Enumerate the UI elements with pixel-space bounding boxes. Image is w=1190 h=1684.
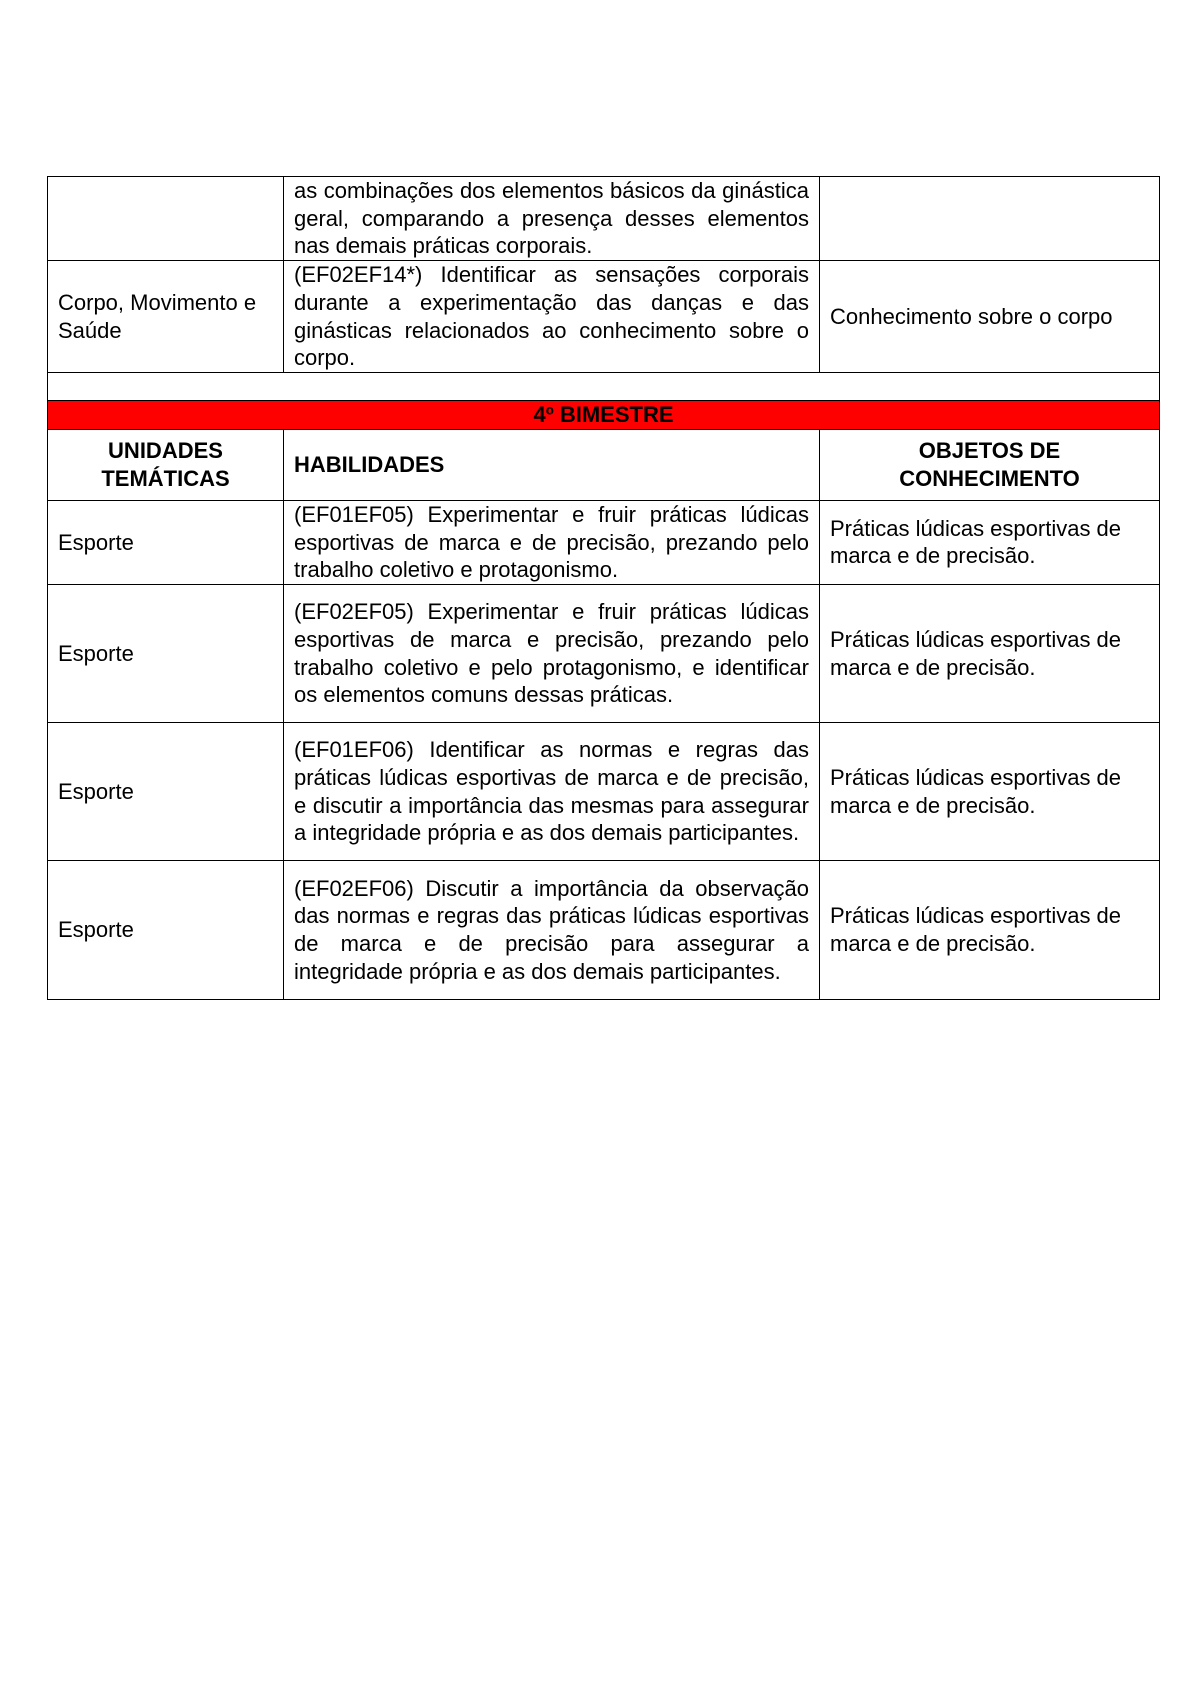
header-skills: HABILIDADES	[284, 429, 820, 500]
table-row	[48, 500, 1160, 584]
bimester-banner: 4º BIMESTRE	[48, 400, 1160, 429]
unit-cell	[48, 177, 284, 261]
table-row	[48, 861, 1160, 1000]
skill-cell: as combinações dos elementos básicos da ginástica geral, comparando a presença desses elementos nas demais práticas corporais.	[284, 177, 820, 261]
unit-cell: Esporte	[48, 585, 284, 723]
header-objects: OBJETOS DE CONHECIMENTO	[820, 429, 1160, 500]
bimester-banner-row	[48, 400, 1160, 429]
table-row-corpo	[48, 261, 1160, 373]
object-cell	[820, 177, 1160, 261]
skill-cell: (EF01EF06) Identificar as normas e regras das práticas lúdicas esportivas de marca e de precisão, e discutir a importância das mesmas para assegurar a integridade própria e as dos demais participantes.	[284, 723, 820, 861]
unit-cell: Esporte	[48, 500, 284, 584]
unit-cell: Corpo, Movimento e Saúde	[48, 261, 284, 373]
unit-cell: Esporte	[48, 723, 284, 861]
object-cell: Práticas lúdicas esportivas de marca e de precisão.	[820, 723, 1160, 861]
object-cell: Práticas lúdicas esportivas de marca e de precisão.	[820, 861, 1160, 1000]
object-cell: Práticas lúdicas esportivas de marca e de precisão.	[820, 585, 1160, 723]
skill-cell: (EF02EF05) Experimentar e fruir práticas lúdicas esportivas de marca e precisão, prezando pelo trabalho coletivo e pelo protagonismo, e identificar os elementos comuns dessas práticas.	[284, 585, 820, 723]
skill-cell: (EF02EF06) Discutir a importância da observação das normas e regras das práticas lúdicas esportivas de marca e de precisão para assegurar a integridade própria e as dos demais participantes.	[284, 861, 820, 1000]
spacer-row	[48, 372, 1160, 400]
object-cell: Conhecimento sobre o corpo	[820, 261, 1160, 373]
skill-cell: (EF01EF05) Experimentar e fruir práticas lúdicas esportivas de marca e de precisão, prezando pelo trabalho coletivo e protagonismo.	[284, 500, 820, 584]
curriculum-table	[47, 176, 1160, 1000]
skill-cell: (EF02EF14*) Identificar as sensações corporais durante a experimentação das danças e das ginásticas relacionados ao conhecimento sobre o corpo.	[284, 261, 820, 373]
spacer-cell	[48, 372, 1160, 400]
table-row	[48, 585, 1160, 723]
object-cell: Práticas lúdicas esportivas de marca e de precisão.	[820, 500, 1160, 584]
table-row	[48, 723, 1160, 861]
unit-cell: Esporte	[48, 861, 284, 1000]
table-row-continuation	[48, 177, 1160, 261]
header-units: UNIDADES TEMÁTICAS	[48, 429, 284, 500]
header-row	[48, 429, 1160, 500]
